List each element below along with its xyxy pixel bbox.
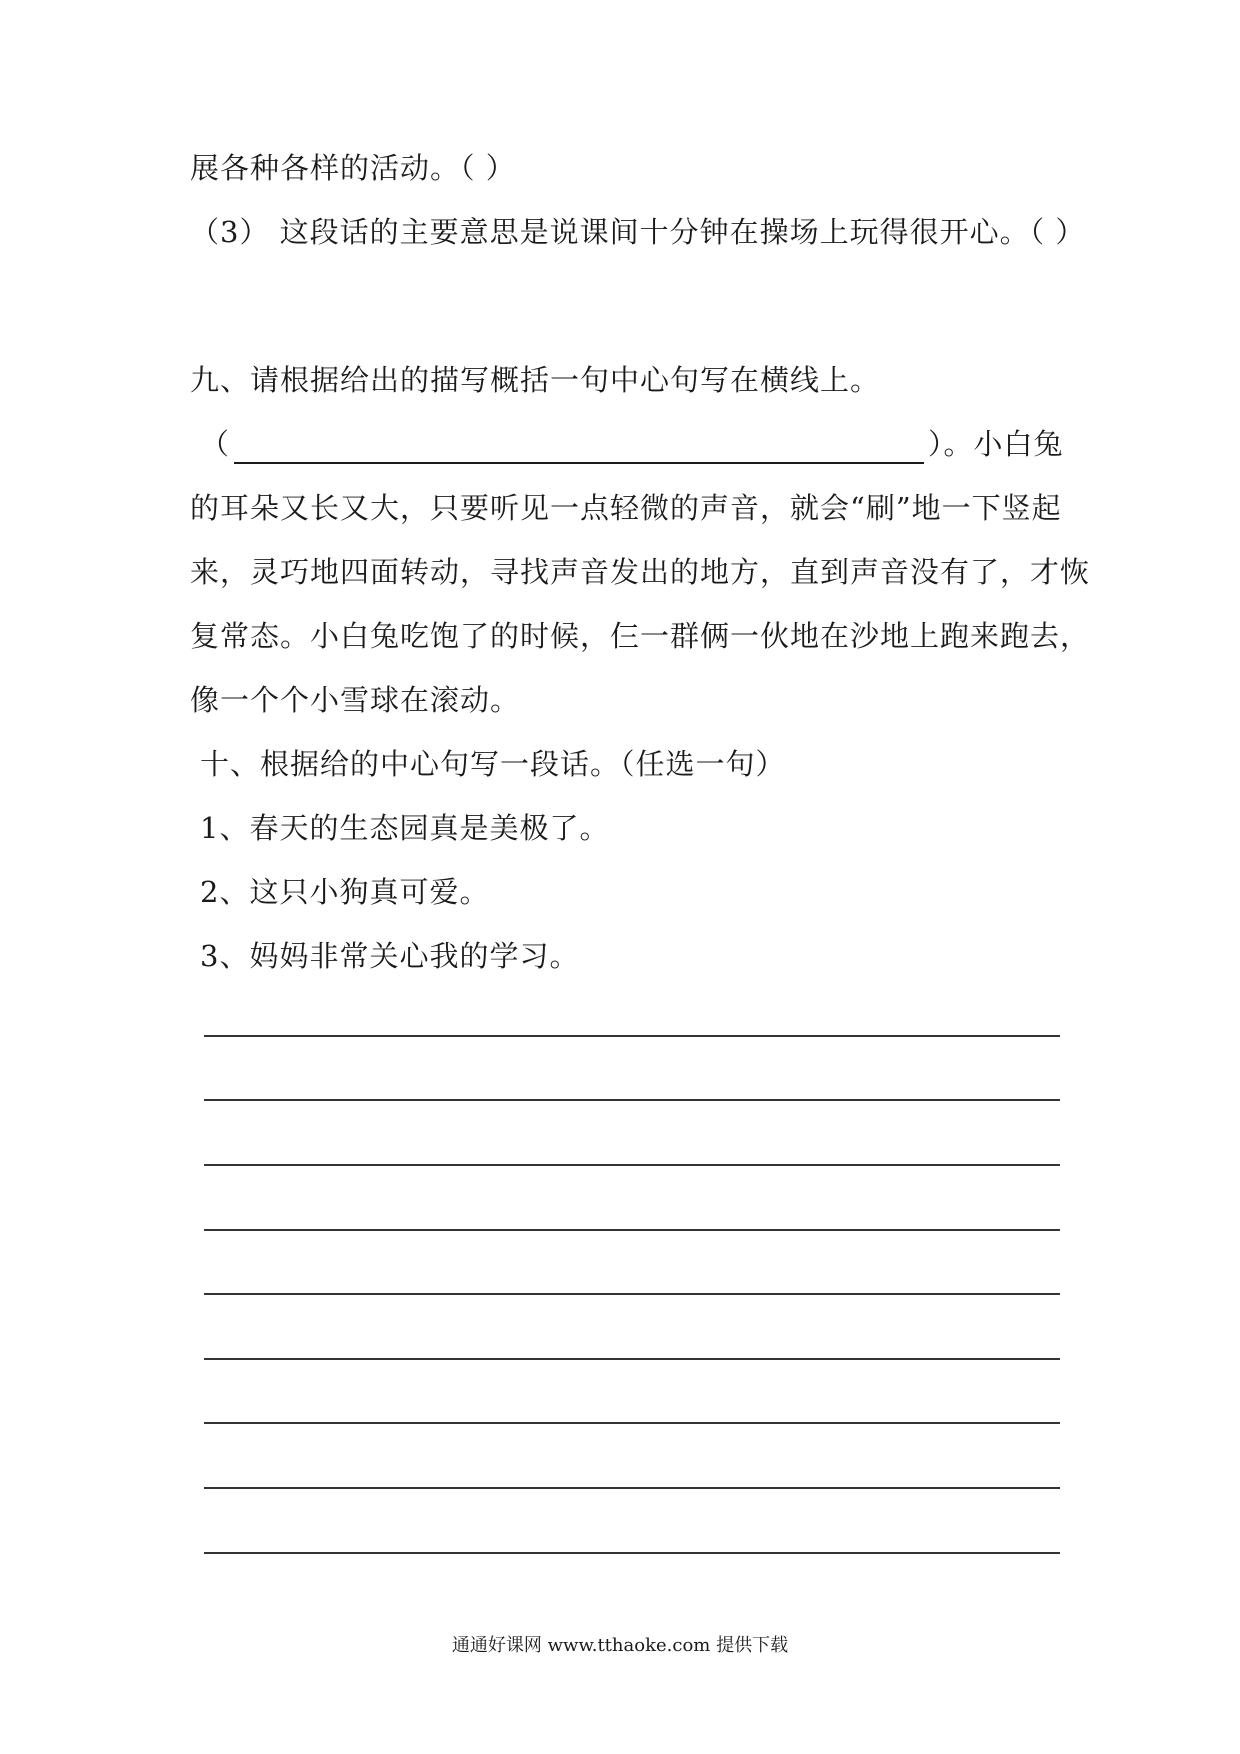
writing-line[interactable] — [204, 1422, 1060, 1424]
writing-line[interactable] — [204, 1099, 1060, 1101]
topic-option-2: 2、这只小狗真可爱。 — [200, 875, 490, 909]
question-item-3: （3） 这段话的主要意思是说课间十分钟在操场上玩得很开心。（ ） — [190, 215, 1086, 249]
blank-close-text: ）。小白兔 — [928, 427, 1064, 461]
writing-line[interactable] — [204, 1487, 1060, 1489]
writing-line[interactable] — [204, 1035, 1060, 1037]
writing-line[interactable] — [204, 1164, 1060, 1166]
passage-line: 来，灵巧地四面转动，寻找声音发出的地方，直到声音没有了，才恢 — [190, 555, 1091, 589]
topic-option-1: 1、春天的生态园真是美极了。 — [200, 811, 610, 845]
continuation-line: 展各种各样的活动。（ ） — [190, 151, 516, 185]
writing-line[interactable] — [204, 1229, 1060, 1231]
section-10-heading: 十、根据给的中心句写一段话。（任选一句） — [200, 747, 786, 781]
answer-blank[interactable] — [234, 432, 924, 464]
passage-line: 像一个个小雪球在滚动。 — [190, 683, 521, 717]
writing-line[interactable] — [204, 1552, 1060, 1554]
section-9-blank-line — [200, 424, 1064, 464]
blank-open-paren: （ — [200, 427, 231, 461]
passage-line: 的耳朵又长又大，只要听见一点轻微的声音，就会“刷”地一下竖起 — [190, 491, 1062, 525]
writing-line[interactable] — [204, 1293, 1060, 1295]
topic-option-3: 3、妈妈非常关心我的学习。 — [200, 939, 580, 973]
writing-line[interactable] — [204, 1358, 1060, 1360]
section-9-heading: 九、请根据给出的描写概括一句中心句写在横线上。 — [190, 363, 881, 397]
passage-line: 复常态。小白兔吃饱了的时候，仨一群俩一伙地在沙地上跑来跑去， — [190, 619, 1091, 653]
footer-text: 通通好课网 www.tthaoke.com 提供下载 — [451, 1635, 789, 1656]
